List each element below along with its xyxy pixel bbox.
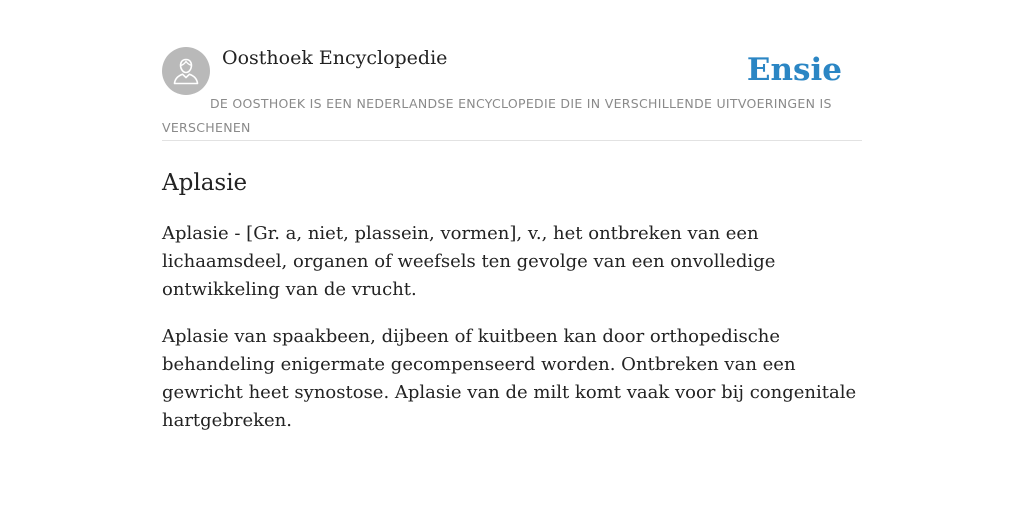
article-container bbox=[162, 46, 862, 435]
ensie-logo[interactable]: Ensie bbox=[746, 52, 842, 88]
source-description: DE OOSTHOEK IS EEN NEDERLANDSE ENCYCLOPEDIE DIE IN VERSCHILLENDE UITVOERINGEN IS VERSCHENEN bbox=[162, 96, 832, 135]
article-paragraph: Aplasie - [Gr. a, niet, plassein, vormen], v., het ontbreken van een lichaamsdeel, organen of weefsels ten gevolge van een onvolledige ontwikkeling van de vrucht. bbox=[162, 223, 776, 300]
article-title: Aplasie bbox=[162, 170, 248, 196]
source-header bbox=[162, 46, 862, 141]
user-avatar-icon bbox=[171, 56, 201, 86]
source-avatar[interactable] bbox=[162, 47, 210, 95]
source-name[interactable]: Oosthoek Encyclopedie bbox=[222, 47, 448, 69]
article-paragraph: Aplasie van spaakbeen, dijbeen of kuitbeen kan door orthopedische behandeling enigermate gecompenseerd worden. Ontbreken van een gewricht heet synostose. Aplasie van de milt komt vaak voor bij congenitale hartgebreken. bbox=[162, 326, 857, 431]
